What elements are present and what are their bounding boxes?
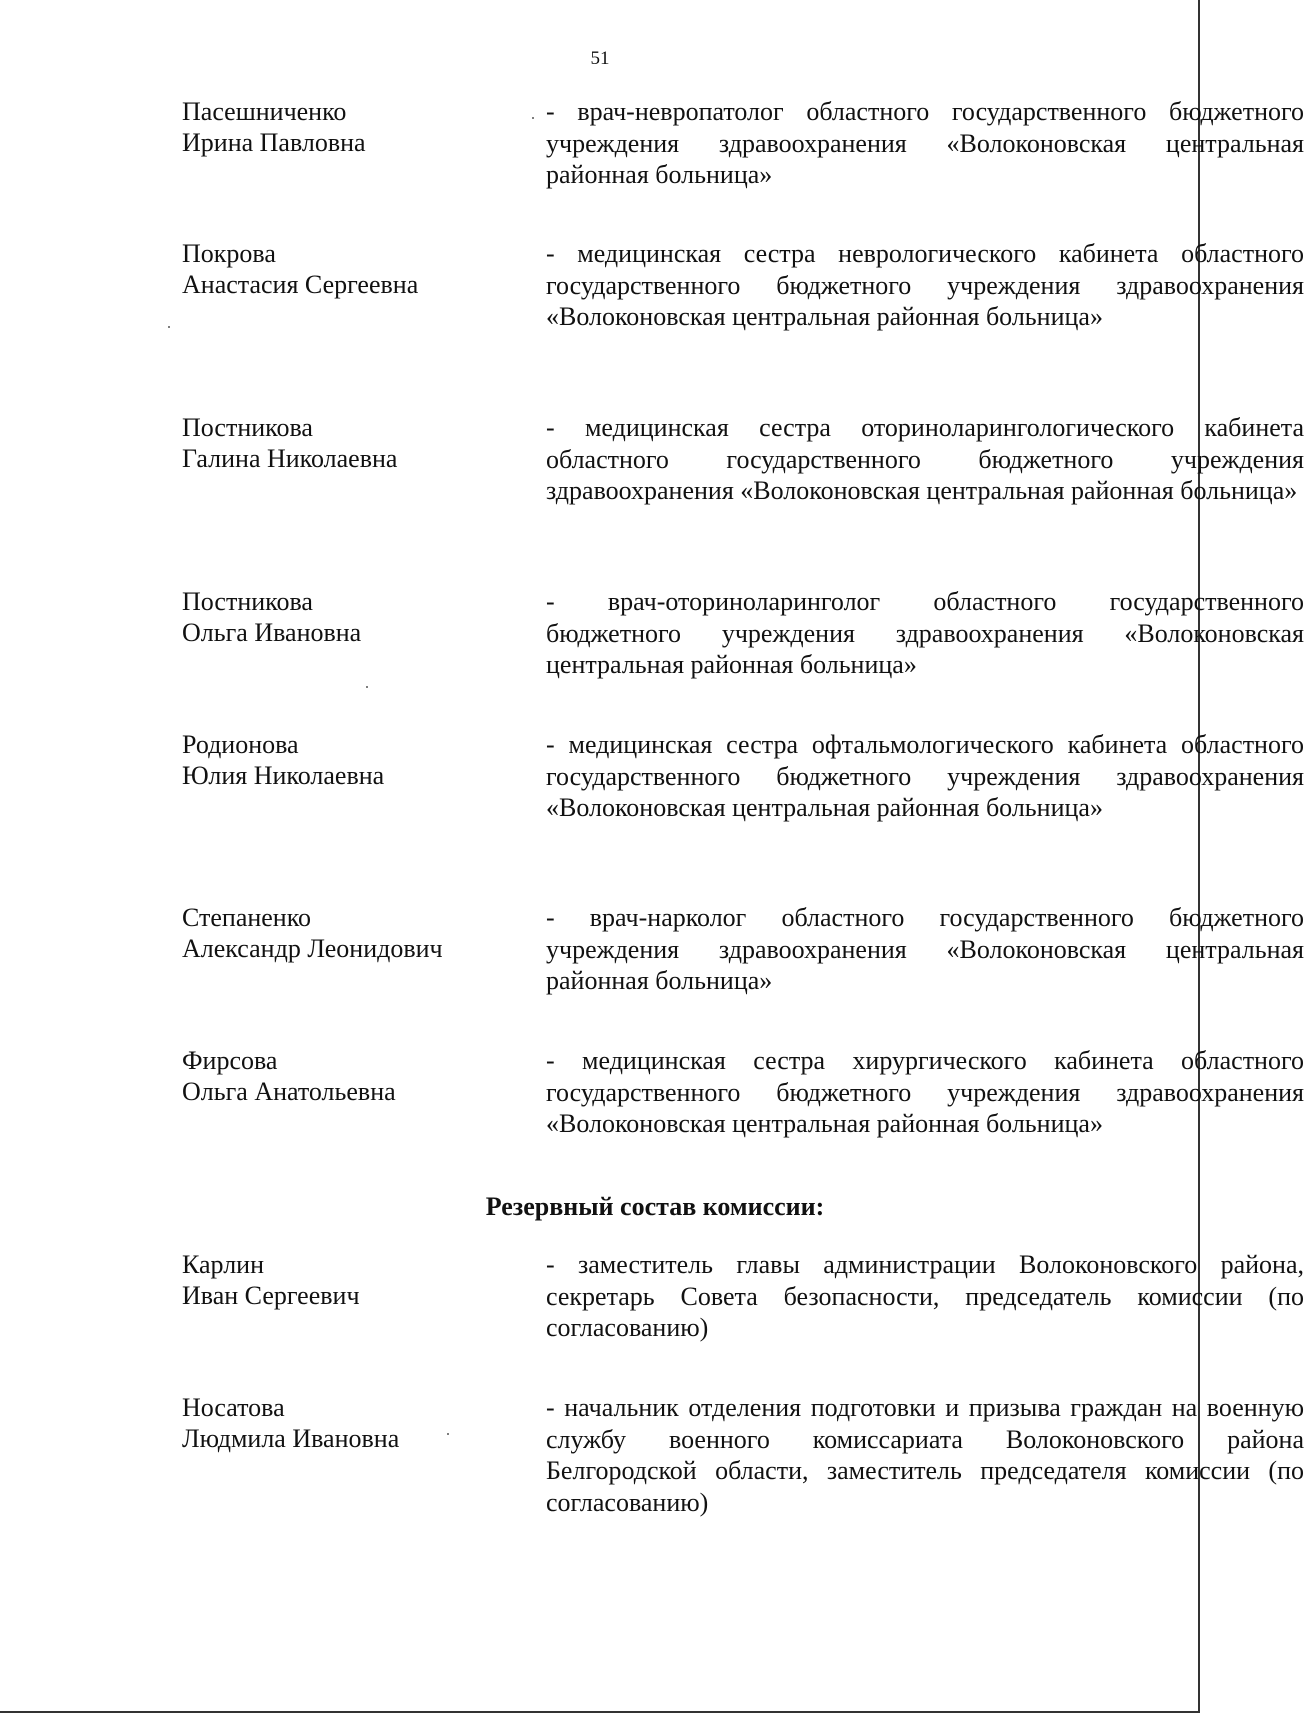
member-surname: Постникова	[182, 413, 313, 442]
member-name	[182, 586, 502, 648]
member-name	[182, 412, 502, 474]
member-surname: Степаненко	[182, 903, 312, 932]
member-name	[182, 1045, 502, 1107]
member-surname: Пасешниченко	[182, 97, 347, 126]
member-role: - врач-невропатолог областного государственного бюджетного учреждения здравоохранения «Волоконовская центральная районная больница»	[546, 97, 1304, 189]
member-role: - медицинская сестра неврологического кабинета областного государственного бюджетного учреждения здравоохранения «Волоконовская центральная районная больница»	[546, 239, 1304, 331]
member-role: - медицинская сестра офтальмологического кабинета областного государственного бюджетного учреждения здравоохранения «Волоконовская центральная районная больница»	[546, 730, 1304, 822]
member-name	[182, 96, 502, 158]
member-given-names: Ольга Ивановна	[182, 618, 362, 647]
member-role: - начальник отделения подготовки и призыва граждан на военную службу военного комиссариата Волоконовского района Белгородской области, заместитель председателя комиссии (по согласованию)	[546, 1393, 1304, 1517]
member-surname: Покрова	[182, 239, 276, 268]
member-role: - врач-оториноларинголог областного государственного бюджетного учреждения здравоохранения «Волоконовская центральная районная больница»	[546, 587, 1304, 679]
member-name	[182, 1392, 502, 1454]
scan-speck	[366, 686, 368, 688]
member-role: - заместитель главы администрации Волоконовского района, секретарь Совета безопасности, председатель комиссии (по согласованию)	[546, 1250, 1304, 1342]
scan-speck	[447, 1433, 449, 1435]
member-role: - врач-нарколог областного государственного бюджетного учреждения здравоохранения «Волоконовская центральная районная больница»	[546, 903, 1304, 995]
member-role: - медицинская сестра хирургического кабинета областного государственного бюджетного учреждения здравоохранения «Волоконовская центральная районная больница»	[546, 1046, 1304, 1138]
member-role: - медицинская сестра оториноларингологического кабинета областного государственного бюджетного учреждения здравоохранения «Волоконовская центральная районная больница»	[546, 413, 1304, 505]
member-name	[182, 238, 502, 300]
member-surname: Фирсова	[182, 1046, 278, 1075]
scan-speck	[168, 326, 170, 328]
member-given-names: Ольга Анатольевна	[182, 1077, 396, 1106]
member-given-names: Иван Сергеевич	[182, 1281, 360, 1310]
member-given-names: Анастасия Сергеевна	[182, 270, 419, 299]
member-surname: Родионова	[182, 730, 299, 759]
member-given-names: Галина Николаевна	[182, 444, 398, 473]
member-name	[182, 902, 502, 964]
member-name	[182, 1249, 502, 1311]
reserve-section-heading: Резервный состав комиссии:	[485, 1192, 825, 1221]
member-given-names: Ирина Павловна	[182, 128, 366, 157]
member-given-names: Александр Леонидович	[182, 934, 443, 963]
member-surname: Постникова	[182, 587, 313, 616]
member-given-names: Людмила Ивановна	[182, 1424, 400, 1453]
member-surname: Карлин	[182, 1250, 264, 1279]
member-given-names: Юлия Николаевна	[182, 761, 385, 790]
scan-speck	[532, 117, 534, 119]
page-number: 51	[590, 48, 610, 69]
member-name	[182, 729, 502, 791]
member-surname: Носатова	[182, 1393, 285, 1422]
